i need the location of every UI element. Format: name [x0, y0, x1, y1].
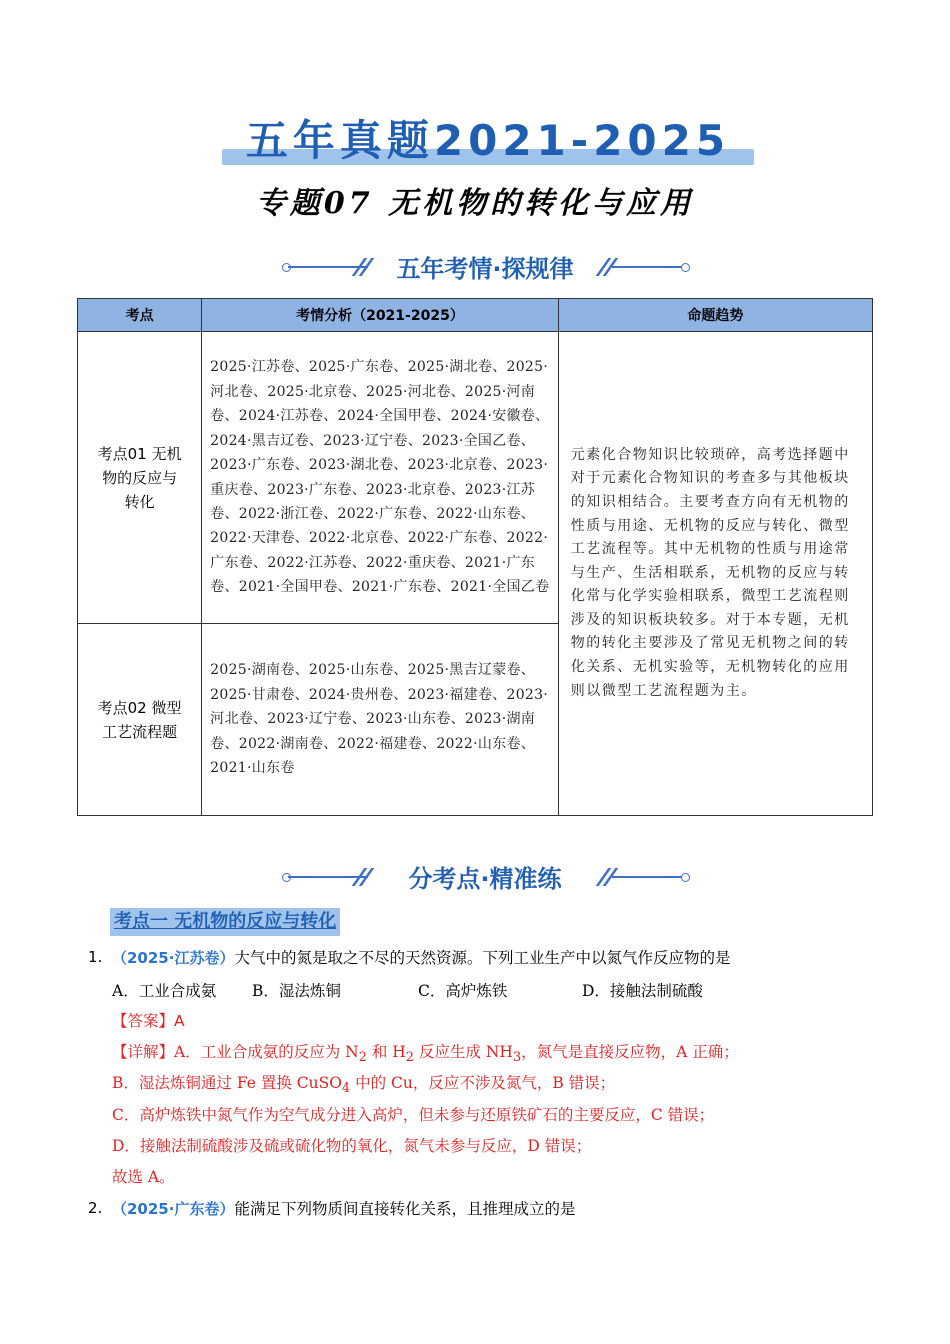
table-row — [78, 332, 873, 624]
detail-text: 和 H — [366, 1043, 406, 1061]
question-text: 能满足下列物质间直接转化关系，且推理成立的是 — [234, 1200, 576, 1218]
detail-line: D．接触法制硫酸涉及硫或硫化物的氧化，氮气未参与反应，D 错误； — [112, 1137, 592, 1155]
exam-point-cell — [78, 624, 202, 816]
question-source: （2025·江苏卷） — [112, 949, 235, 967]
option-c: C．高炉炼铁 — [418, 982, 508, 1000]
option-d: D．接触法制硫酸 — [582, 982, 703, 1000]
ornament-line — [612, 266, 682, 268]
subscript: 2 — [405, 1050, 415, 1066]
exam-point-line: 工艺流程题 — [102, 722, 178, 741]
detail-text: B．湿法炼铜通过 Fe 置换 CuSO — [112, 1074, 342, 1092]
detail-line — [112, 1072, 615, 1100]
exam-point-line: 考点01 无机 — [97, 444, 182, 463]
conclusion-line: 故选 A。 — [112, 1168, 175, 1186]
question-stem — [112, 1198, 575, 1220]
section-title: 分考点·精准练 — [408, 865, 562, 893]
page-subtitle: 专题07 无机物的转化与应用 — [255, 186, 695, 221]
ornament-dot-icon — [681, 263, 690, 272]
section-heading-trends — [280, 252, 690, 292]
detail-line — [112, 1041, 739, 1069]
exam-point-cell — [78, 332, 202, 624]
subscript: 3 — [512, 1050, 522, 1066]
detail-text: A．工业合成氨的反应为 N — [174, 1043, 359, 1061]
column-header: 考点 — [78, 299, 202, 332]
analysis-cell: 2025·湖南卷、2025·山东卷、2025·黑吉辽蒙卷、2025·甘肃卷、2024·贵州卷、2023·福建卷、2023·河北卷、2023·辽宁卷、2023·山东卷、2023·湖南卷、2022·湖南卷、2022·福建卷、2022·山东卷、2021·山东卷 — [202, 624, 559, 816]
section-title: 五年考情·探规律 — [396, 255, 574, 283]
question-text: 大气中的氮是取之不尽的天然资源。下列工业生产中以氮气作反应物的是 — [234, 949, 731, 967]
question-number: 1. — [88, 948, 103, 966]
subscript: 2 — [358, 1050, 367, 1066]
option-b: B．湿法炼铜 — [252, 982, 341, 1000]
column-header: 命题趋势 — [558, 299, 872, 332]
detail-tag: 【详解】 — [112, 1043, 175, 1061]
answer-tag: 【答案】 — [112, 1012, 175, 1030]
detail-line: C．高炉炼铁中氮气作为空气成分进入高炉，但未参与还原铁矿石的主要反应，C 错误； — [112, 1106, 715, 1124]
detail-text: 中的 Cu，反应不涉及氮气，B 错误； — [350, 1074, 616, 1092]
detail-text: 反应生成 NH — [414, 1043, 513, 1061]
question-stem — [112, 947, 730, 969]
section-heading-practice — [280, 862, 690, 902]
question-number: 2. — [88, 1199, 103, 1217]
trend-cell: 元素化合物知识比较琐碎，高考选择题中对于元素化合物知识的考查多与其他板块的知识相结合。主要考查方向有无机物的性质与用途、无机物的反应与转化、微型工艺流程等。其中无机物的性质与用途常与生产、生活相联系，无机物的反应与转化常与化学实验相联系，微型工艺流程则涉及的知识板块较多。对于本专题，无机物的转化主要涉及了常见无机物之间的转化关系、无机实验等，无机物转化的应用则以微型工艺流程题为主。 — [558, 332, 872, 816]
answer-value: A — [174, 1012, 185, 1030]
column-header: 考情分析（2021-2025） — [202, 299, 559, 332]
ornament-dot-icon — [681, 873, 690, 882]
analysis-cell: 2025·江苏卷、2025·广东卷、2025·湖北卷、2025·河北卷、2025·北京卷、2025·河北卷、2025·河南卷、2024·江苏卷、2024·全国甲卷、2024·安徽卷、2024·黑吉辽卷、2023·辽宁卷、2023·全国乙卷、2023·广东卷、2023·湖北卷、2023·北京卷、2023·重庆卷、2023·广东卷、2023·北京卷、2023·江苏卷、2022·浙江卷、2022·广东卷、2022·山东卷、2022·天津卷、2022·北京卷、2022·广东卷、2022·广东卷、2022·江苏卷、2022·重庆卷、2021·广东卷、2021·全国甲卷、2021·广东卷、2021·全国乙卷 — [202, 332, 559, 624]
ornament-line — [612, 876, 682, 878]
banner — [218, 115, 758, 173]
table-header-row — [78, 299, 873, 332]
exam-analysis-table — [77, 298, 873, 816]
exam-point-line: 考点02 微型 — [97, 698, 182, 717]
answer-line — [112, 1010, 185, 1032]
topic-label: 考点一 无机物的反应与转化 — [110, 908, 340, 936]
exam-point-line: 物的反应与 — [102, 468, 178, 487]
detail-text: ，氮气是直接反应物，A 正确； — [521, 1043, 739, 1061]
exam-point-line: 转化 — [124, 492, 155, 511]
subscript: 4 — [341, 1081, 351, 1097]
option-a: A．工业合成氨 — [112, 982, 217, 1000]
banner-title: 五年真题2021-2025 — [245, 116, 731, 165]
question-source: （2025·广东卷） — [112, 1200, 235, 1218]
